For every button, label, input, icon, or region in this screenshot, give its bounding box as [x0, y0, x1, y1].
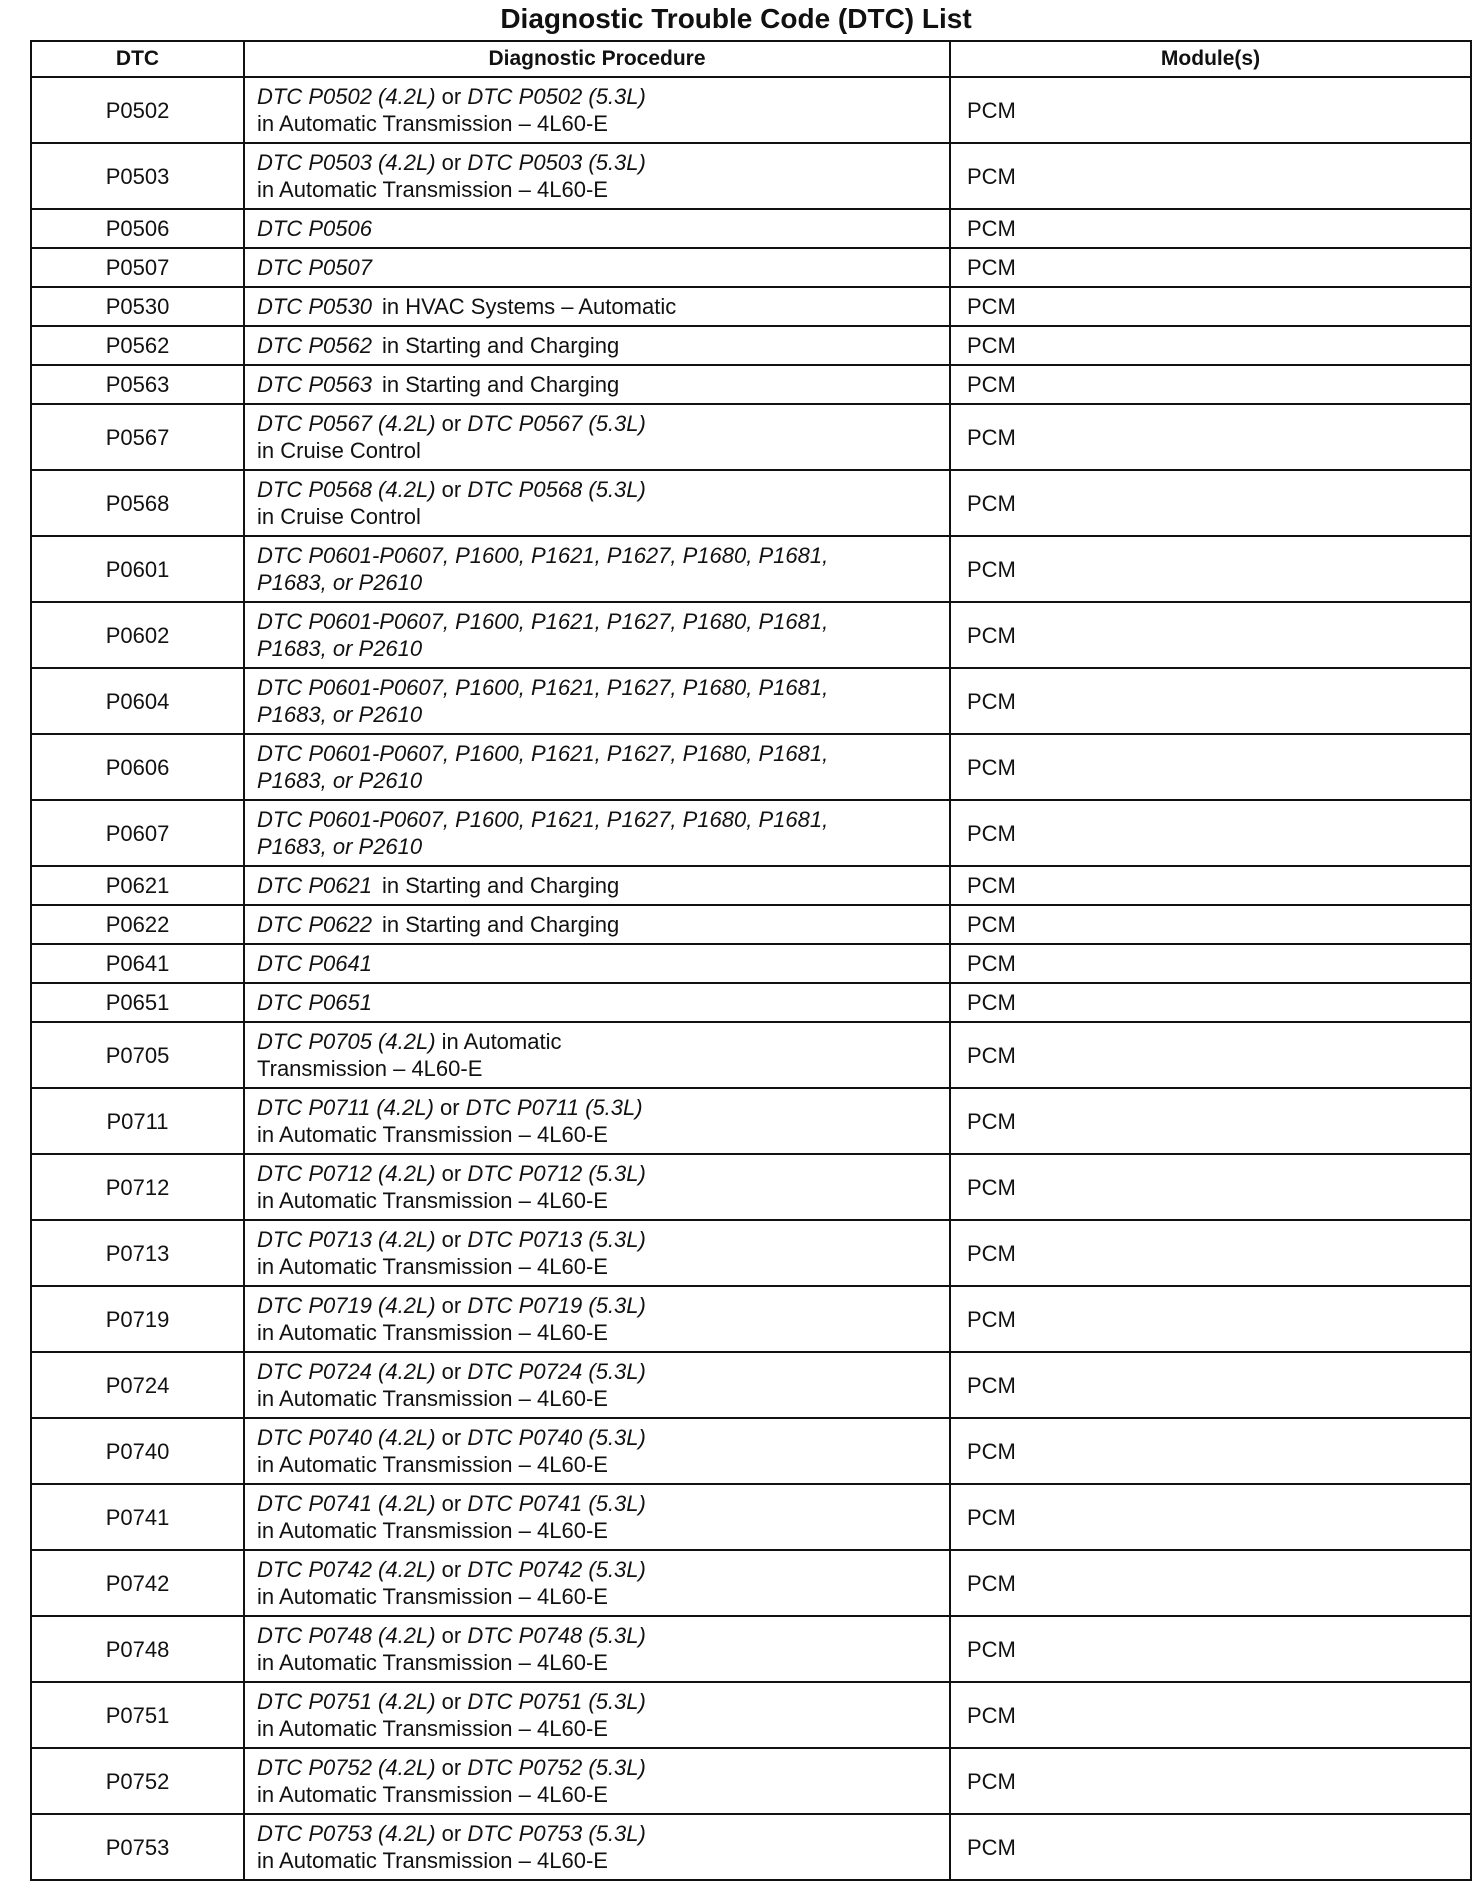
procedure-location: in Automatic Transmission – 4L60-E: [257, 1716, 608, 1741]
dtc-code: P0751: [31, 1682, 244, 1748]
table-row: [31, 1286, 1471, 1352]
module-name: PCM: [950, 1616, 1471, 1682]
dtc-code: P0713: [31, 1220, 244, 1286]
table-row: [31, 944, 1471, 983]
module-name: PCM: [950, 1550, 1471, 1616]
dtc-code: P0530: [31, 287, 244, 326]
procedure-reference: DTC P0567 (5.3L): [467, 411, 646, 436]
module-name: PCM: [950, 77, 1471, 143]
diagnostic-procedure: [244, 143, 950, 209]
module-name: PCM: [950, 1682, 1471, 1748]
procedure-reference: DTC P0753 (4.2L): [257, 1821, 436, 1846]
module-name: PCM: [950, 1220, 1471, 1286]
diagnostic-procedure: [244, 1682, 950, 1748]
procedure-reference: DTC P0741 (4.2L): [257, 1491, 436, 1516]
diagnostic-procedure: [244, 1220, 950, 1286]
table-row: [31, 1154, 1471, 1220]
procedure-reference: DTC P0568 (4.2L): [257, 477, 436, 502]
module-name: PCM: [950, 143, 1471, 209]
dtc-code: P0563: [31, 365, 244, 404]
module-name: PCM: [950, 1814, 1471, 1880]
diagnostic-procedure: [244, 1352, 950, 1418]
module-name: PCM: [950, 248, 1471, 287]
procedure-reference: DTC P0752 (4.2L): [257, 1755, 436, 1780]
procedure-reference: DTC P0601-P0607, P1600, P1621, P1627, P1680, P1681,: [257, 543, 829, 568]
procedure-location: in Starting and Charging: [381, 873, 620, 898]
dtc-code: P0712: [31, 1154, 244, 1220]
procedure-reference: DTC P0503 (5.3L): [467, 150, 646, 175]
diagnostic-procedure: [244, 944, 950, 983]
table-row: [31, 287, 1471, 326]
procedure-location: in Automatic Transmission – 4L60-E: [257, 1782, 608, 1807]
table-row: [31, 77, 1471, 143]
procedure-text: or: [435, 1491, 468, 1516]
procedure-text: or: [435, 1425, 468, 1450]
header-modules: Module(s): [950, 41, 1471, 77]
procedure-reference: DTC P0742 (4.2L): [257, 1557, 436, 1582]
procedure-location: in Automatic Transmission – 4L60-E: [257, 1254, 608, 1279]
procedure-reference: DTC P0713 (4.2L): [257, 1227, 436, 1252]
page-title: Diagnostic Trouble Code (DTC) List: [500, 3, 972, 34]
table-row: [31, 1022, 1471, 1088]
diagnostic-procedure: [244, 536, 950, 602]
procedure-reference: DTC P0601-P0607, P1600, P1621, P1627, P1680, P1681,: [257, 675, 829, 700]
dtc-code: P0651: [31, 983, 244, 1022]
table-row: [31, 668, 1471, 734]
procedure-reference: DTC P0740 (5.3L): [467, 1425, 646, 1450]
procedure-text: or: [435, 1557, 468, 1582]
procedure-reference: DTC P0753 (5.3L): [467, 1821, 646, 1846]
diagnostic-procedure: [244, 983, 950, 1022]
dtc-code: P0752: [31, 1748, 244, 1814]
dtc-code: P0606: [31, 734, 244, 800]
procedure-reference: DTC P0705 (4.2L): [257, 1029, 436, 1054]
procedure-location: in Automatic Transmission – 4L60-E: [257, 1320, 608, 1345]
procedure-reference: DTC P0502 (4.2L): [257, 84, 436, 109]
module-name: PCM: [950, 1286, 1471, 1352]
dtc-code: P0506: [31, 209, 244, 248]
procedure-location: Transmission – 4L60-E: [257, 1056, 483, 1081]
module-name: PCM: [950, 287, 1471, 326]
table-row: [31, 1550, 1471, 1616]
procedure-text: or: [435, 1755, 468, 1780]
diagnostic-procedure: [244, 326, 950, 365]
dtc-table: [30, 40, 1472, 1881]
diagnostic-procedure: [244, 866, 950, 905]
diagnostic-procedure: [244, 1088, 950, 1154]
procedure-location: in Automatic Transmission – 4L60-E: [257, 1122, 608, 1147]
module-name: PCM: [950, 536, 1471, 602]
table-row: [31, 1814, 1471, 1880]
module-name: PCM: [950, 470, 1471, 536]
diagnostic-procedure: [244, 209, 950, 248]
module-name: PCM: [950, 800, 1471, 866]
procedure-text: or: [435, 477, 468, 502]
dtc-code: P0748: [31, 1616, 244, 1682]
module-name: PCM: [950, 1748, 1471, 1814]
table-row: [31, 1220, 1471, 1286]
procedure-location: in Automatic Transmission – 4L60-E: [257, 1386, 608, 1411]
procedure-text: or: [435, 1623, 468, 1648]
table-row: [31, 602, 1471, 668]
procedure-location: in Cruise Control: [257, 504, 421, 529]
dtc-code: P0602: [31, 602, 244, 668]
procedure-location: in Starting and Charging: [381, 333, 620, 358]
module-name: PCM: [950, 1418, 1471, 1484]
procedure-reference: DTC P0712 (4.2L): [257, 1161, 436, 1186]
diagnostic-procedure: [244, 365, 950, 404]
procedure-location: in Automatic Transmission – 4L60-E: [257, 1848, 608, 1873]
table-row: [31, 470, 1471, 536]
diagnostic-procedure: [244, 77, 950, 143]
procedure-reference: DTC P0503 (4.2L): [257, 150, 436, 175]
procedure-reference: DTC P0601-P0607, P1600, P1621, P1627, P1680, P1681,: [257, 741, 829, 766]
dtc-code: P0724: [31, 1352, 244, 1418]
diagnostic-procedure: [244, 287, 950, 326]
procedure-reference: DTC P0719 (5.3L): [467, 1293, 646, 1318]
table-row: [31, 326, 1471, 365]
procedure-reference: DTC P0502 (5.3L): [467, 84, 646, 109]
table-row: [31, 365, 1471, 404]
dtc-code: P0719: [31, 1286, 244, 1352]
procedure-text: or: [435, 1821, 468, 1846]
table-row: [31, 734, 1471, 800]
procedure-reference: DTC P0724 (4.2L): [257, 1359, 436, 1384]
procedure-reference: DTC P0506: [257, 216, 372, 241]
procedure-location: in Starting and Charging: [381, 372, 620, 397]
dtc-code: P0503: [31, 143, 244, 209]
module-name: PCM: [950, 983, 1471, 1022]
procedure-location: in Automatic Transmission – 4L60-E: [257, 1188, 608, 1213]
table-row: [31, 1616, 1471, 1682]
diagnostic-procedure: [244, 668, 950, 734]
procedure-reference: P1683, or P2610: [257, 834, 423, 859]
header-dtc: DTC: [31, 41, 244, 77]
procedure-reference: DTC P0641: [257, 951, 372, 976]
table-row: [31, 248, 1471, 287]
procedure-reference: DTC P0748 (5.3L): [467, 1623, 646, 1648]
dtc-code: P0621: [31, 866, 244, 905]
procedure-reference: DTC P0562: [257, 333, 372, 358]
dtc-code: P0711: [31, 1088, 244, 1154]
table-row: [31, 209, 1471, 248]
header-row: [31, 41, 1471, 77]
procedure-reference: DTC P0601-P0607, P1600, P1621, P1627, P1680, P1681,: [257, 609, 829, 634]
table-row: [31, 1484, 1471, 1550]
module-name: PCM: [950, 1352, 1471, 1418]
header-procedure: Diagnostic Procedure: [244, 41, 950, 77]
procedure-reference: DTC P0530: [257, 294, 372, 319]
module-name: PCM: [950, 734, 1471, 800]
procedure-reference: DTC P0741 (5.3L): [467, 1491, 646, 1516]
procedure-reference: DTC P0711 (4.2L): [257, 1095, 434, 1120]
module-name: PCM: [950, 404, 1471, 470]
procedure-reference: DTC P0751 (4.2L): [257, 1689, 436, 1714]
dtc-code: P0562: [31, 326, 244, 365]
dtc-code: P0742: [31, 1550, 244, 1616]
dtc-code: P0741: [31, 1484, 244, 1550]
diagnostic-procedure: [244, 1286, 950, 1352]
procedure-text: or: [435, 411, 468, 436]
procedure-text: or: [435, 1689, 468, 1714]
module-name: PCM: [950, 944, 1471, 983]
dtc-code: P0567: [31, 404, 244, 470]
table-row: [31, 1418, 1471, 1484]
module-name: PCM: [950, 905, 1471, 944]
procedure-location: in Automatic Transmission – 4L60-E: [257, 111, 608, 136]
module-name: PCM: [950, 326, 1471, 365]
module-name: PCM: [950, 209, 1471, 248]
module-name: PCM: [950, 1484, 1471, 1550]
procedure-text: or: [435, 1293, 468, 1318]
dtc-code: P0753: [31, 1814, 244, 1880]
procedure-reference: DTC P0742 (5.3L): [467, 1557, 646, 1582]
dtc-code: P0705: [31, 1022, 244, 1088]
procedure-reference: DTC P0712 (5.3L): [467, 1161, 646, 1186]
module-name: PCM: [950, 1022, 1471, 1088]
diagnostic-procedure: [244, 1484, 950, 1550]
procedure-location: in Automatic Transmission – 4L60-E: [257, 1518, 608, 1543]
dtc-code: P0604: [31, 668, 244, 734]
table-row: [31, 866, 1471, 905]
dtc-code: P0502: [31, 77, 244, 143]
diagnostic-procedure: [244, 404, 950, 470]
procedure-text: or: [435, 150, 468, 175]
diagnostic-procedure: [244, 1550, 950, 1616]
procedure-location: in Cruise Control: [257, 438, 421, 463]
procedure-reference: DTC P0567 (4.2L): [257, 411, 436, 436]
module-name: PCM: [950, 1088, 1471, 1154]
diagnostic-procedure: [244, 1022, 950, 1088]
procedure-text: in Automatic: [435, 1029, 562, 1054]
procedure-reference: DTC P0601-P0607, P1600, P1621, P1627, P1680, P1681,: [257, 807, 829, 832]
dtc-code: P0607: [31, 800, 244, 866]
dtc-code: P0601: [31, 536, 244, 602]
procedure-text: or: [435, 84, 468, 109]
diagnostic-procedure: [244, 248, 950, 287]
diagnostic-procedure: [244, 734, 950, 800]
diagnostic-procedure: [244, 1154, 950, 1220]
dtc-code: P0740: [31, 1418, 244, 1484]
table-row: [31, 983, 1471, 1022]
procedure-reference: P1683, or P2610: [257, 702, 423, 727]
diagnostic-procedure: [244, 1418, 950, 1484]
dtc-code: P0568: [31, 470, 244, 536]
procedure-location: in HVAC Systems – Automatic: [381, 294, 677, 319]
table-row: [31, 536, 1471, 602]
module-name: PCM: [950, 365, 1471, 404]
procedure-reference: P1683, or P2610: [257, 570, 423, 595]
procedure-text: or: [435, 1161, 468, 1186]
diagnostic-procedure: [244, 602, 950, 668]
procedure-reference: DTC P0507: [257, 255, 372, 280]
procedure-reference: DTC P0752 (5.3L): [467, 1755, 646, 1780]
diagnostic-procedure: [244, 1814, 950, 1880]
module-name: PCM: [950, 602, 1471, 668]
table-row: [31, 143, 1471, 209]
procedure-reference: DTC P0622: [257, 912, 372, 937]
table-row: [31, 905, 1471, 944]
procedure-location: in Automatic Transmission – 4L60-E: [257, 1584, 608, 1609]
procedure-reference: P1683, or P2610: [257, 768, 423, 793]
module-name: PCM: [950, 1154, 1471, 1220]
dtc-code: P0641: [31, 944, 244, 983]
module-name: PCM: [950, 866, 1471, 905]
procedure-location: in Starting and Charging: [381, 912, 620, 937]
table-row: [31, 800, 1471, 866]
diagnostic-procedure: [244, 1616, 950, 1682]
table-row: [31, 1352, 1471, 1418]
dtc-code: P0622: [31, 905, 244, 944]
diagnostic-procedure: [244, 905, 950, 944]
procedure-reference: DTC P0713 (5.3L): [467, 1227, 646, 1252]
procedure-location: in Automatic Transmission – 4L60-E: [257, 1650, 608, 1675]
module-name: PCM: [950, 668, 1471, 734]
procedure-reference: DTC P0563: [257, 372, 372, 397]
procedure-reference: DTC P0568 (5.3L): [467, 477, 646, 502]
procedure-reference: P1683, or P2610: [257, 636, 423, 661]
table-row: [31, 1682, 1471, 1748]
diagnostic-procedure: [244, 470, 950, 536]
procedure-text: or: [435, 1227, 468, 1252]
procedure-reference: DTC P0711 (5.3L): [465, 1095, 643, 1120]
procedure-reference: DTC P0724 (5.3L): [467, 1359, 646, 1384]
procedure-reference: DTC P0651: [257, 990, 372, 1015]
procedure-reference: DTC P0621: [257, 873, 372, 898]
procedure-location: in Automatic Transmission – 4L60-E: [257, 177, 608, 202]
diagnostic-procedure: [244, 800, 950, 866]
table-row: [31, 1088, 1471, 1154]
procedure-reference: DTC P0719 (4.2L): [257, 1293, 436, 1318]
dtc-code: P0507: [31, 248, 244, 287]
procedure-location: in Automatic Transmission – 4L60-E: [257, 1452, 608, 1477]
table-row: [31, 1748, 1471, 1814]
procedure-text: or: [435, 1359, 468, 1384]
diagnostic-procedure: [244, 1748, 950, 1814]
table-row: [31, 404, 1471, 470]
procedure-reference: DTC P0751 (5.3L): [467, 1689, 646, 1714]
procedure-reference: DTC P0748 (4.2L): [257, 1623, 436, 1648]
procedure-text: or: [433, 1095, 466, 1120]
procedure-reference: DTC P0740 (4.2L): [257, 1425, 436, 1450]
